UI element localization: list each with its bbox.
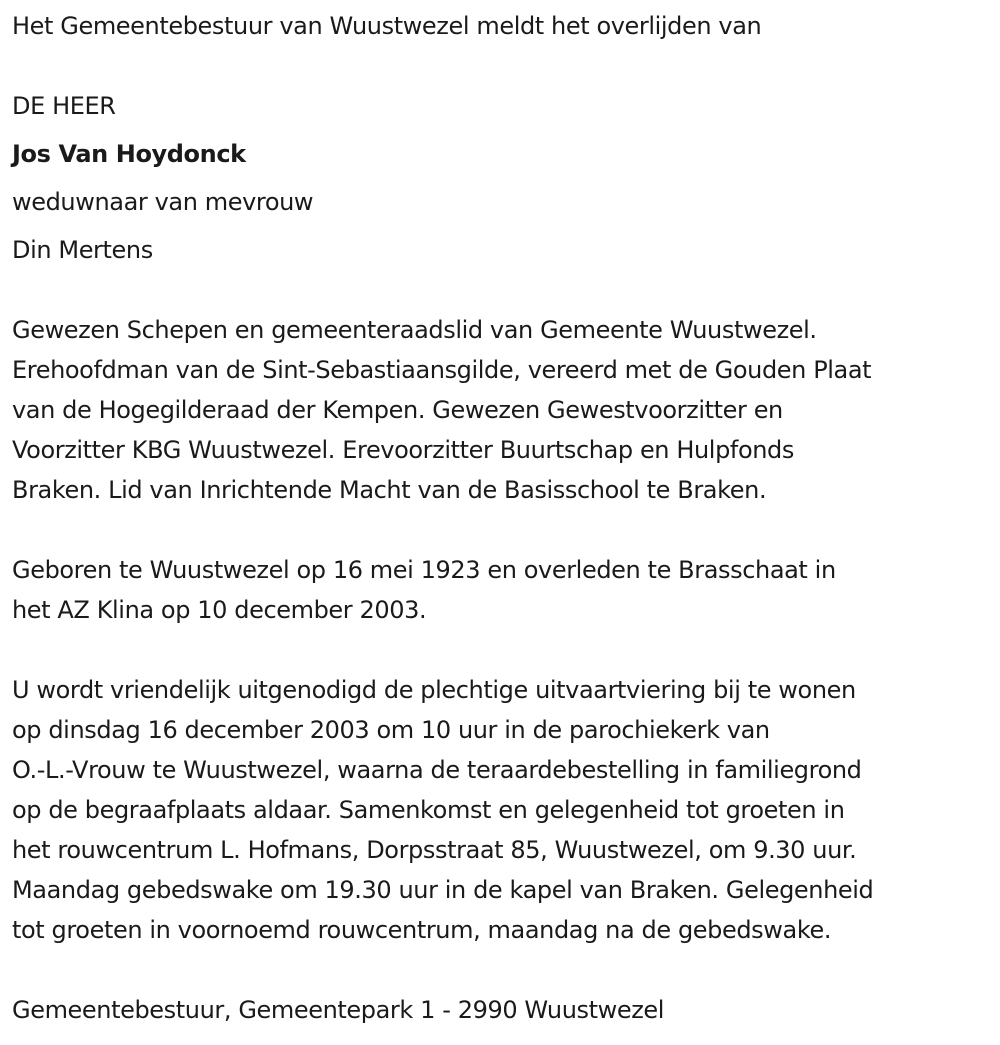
biography-line: Braken. Lid van Inrichtende Macht van de Basisschool te Braken. [12,476,767,504]
funeral-line: U wordt vriendelijk uitgenodigd de plechtige uitvaartviering bij te wonen [12,676,856,704]
biography-line: Voorzitter KBG Wuustwezel. Erevoorzitter Buurtschap en Hulpfonds [12,436,794,464]
spouse-name: Din Mertens [12,236,153,264]
birth-death-paragraph [12,550,836,630]
funeral-paragraph [12,670,873,950]
funeral-line: O.-L.-Vrouw te Wuustwezel, waarna de teraardebestelling in familiegrond [12,756,862,784]
funeral-line: op de begraafplaats aldaar. Samenkomst en gelegenheid tot groeten in [12,796,845,824]
municipality-address: Gemeentebestuur, Gemeentepark 1 - 2990 Wuustwezel [12,996,665,1024]
birth-death-line: het AZ Klina op 10 december 2003. [12,596,427,624]
biography-line: Gewezen Schepen en gemeenteraadslid van Gemeente Wuustwezel. [12,316,817,344]
funeral-line: het rouwcentrum L. Hofmans, Dorpsstraat 85, Wuustwezel, om 9.30 uur. [12,836,857,864]
funeral-line: tot groeten in voornoemd rouwcentrum, maandag na de gebedswake. [12,916,832,944]
deceased-name: Jos Van Hoydonck [12,140,246,168]
biography-line: van de Hogegilderaad der Kempen. Gewezen Gewestvoorzitter en [12,396,783,424]
intro-text: Het Gemeentebestuur van Wuustwezel meldt het overlijden van [12,12,762,40]
funeral-line: Maandag gebedswake om 19.30 uur in de kapel van Braken. Gelegenheid [12,876,874,904]
biography-paragraph [12,310,871,510]
spouse-label: weduwnaar van mevrouw [12,188,314,216]
honorific-title: DE HEER [12,92,116,120]
biography-line: Erehoofdman van de Sint-Sebastiaansgilde, vereerd met de Gouden Plaat [12,356,872,384]
birth-death-line: Geboren te Wuustwezel op 16 mei 1923 en overleden te Brasschaat in [12,556,836,584]
funeral-line: op dinsdag 16 december 2003 om 10 uur in de parochiekerk van [12,716,770,744]
